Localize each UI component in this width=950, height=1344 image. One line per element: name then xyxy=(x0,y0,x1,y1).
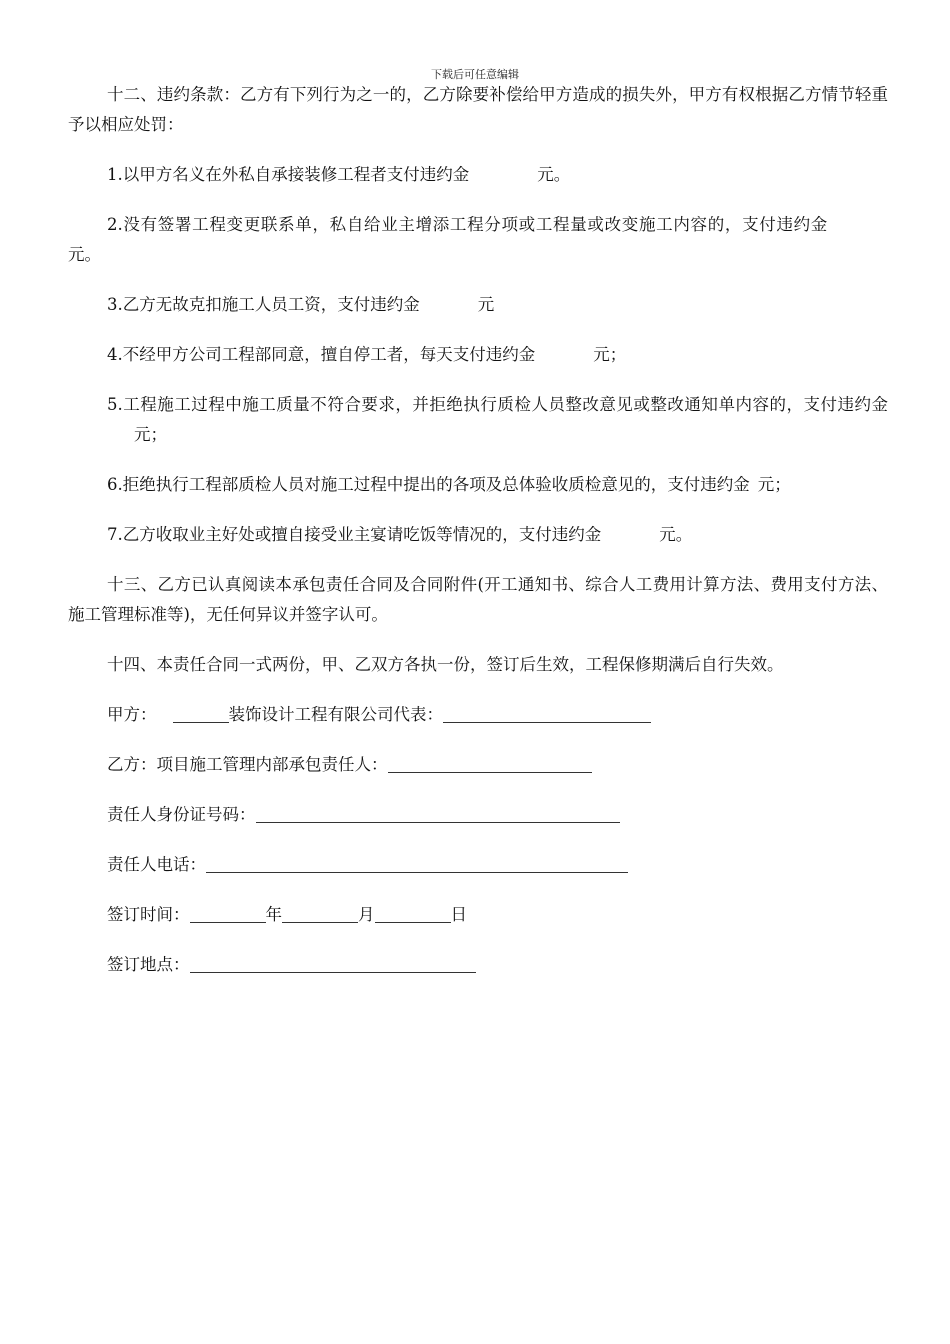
penalty-item-7: 7.乙方收取业主好处或擅自接受业主宴请吃饭等情况的，支付违约金 元。 xyxy=(107,525,693,544)
party-b-responsible-blank xyxy=(388,754,592,773)
clause-14: 十四、本责任合同一式两份，甲、乙双方各执一份，签订后生效，工程保修期满后自行失效。 xyxy=(107,655,784,674)
party-a-signature-line: 甲方： 装饰设计工程有限公司代表： xyxy=(68,700,888,730)
id-number-line: 责任人身份证号码： xyxy=(68,800,888,830)
signing-date-line: 签订时间： 年 月 日 xyxy=(107,905,467,924)
penalty-item-5: 5.工程施工过程中施工质量不符合要求，并拒绝执行质检人员整改意见或整改通知单内容的，支付违约金元； xyxy=(107,395,888,444)
penalty-item-6: 6.拒绝执行工程部质检人员对施工过程中提出的各项及总体验收质检意见的，支付违约金 元； xyxy=(107,475,791,494)
id-number-blank xyxy=(256,804,620,823)
clause-12-intro: 十二、违约条款：乙方有下列行为之一的，乙方除要补偿给甲方造成的损失外，甲方有权根据乙方情节轻重予以相应处罚： xyxy=(68,85,888,134)
page-header-note: 下载后可任意编辑 xyxy=(431,68,519,81)
place-blank xyxy=(190,954,476,973)
penalty-item-1: 1.以甲方名义在外私自承接装修工程者支付违约金 元。 xyxy=(107,165,571,184)
clause-13: 十三、乙方已认真阅读本承包责任合同及合同附件(开工通知书、综合人工费用计算方法、费用支付方法、施工管理标准等)，无任何异议并签字认可。 xyxy=(68,575,888,624)
party-a-rep-blank xyxy=(443,704,651,723)
contract-body xyxy=(68,80,888,1000)
penalty-item-3: 3.乙方无故克扣施工人员工资，支付违约金 元 xyxy=(107,295,495,314)
day-blank xyxy=(375,904,451,923)
phone-blank xyxy=(206,854,628,873)
phone-line: 责任人电话： xyxy=(68,850,888,880)
month-blank xyxy=(282,904,358,923)
signing-place-line: 签订地点： xyxy=(68,950,888,980)
penalty-item-4: 4.不经甲方公司工程部同意，擅自停工者，每天支付违约金 元； xyxy=(107,345,627,364)
penalty-item-2: 2.没有签署工程变更联系单，私自给业主增添工程分项或工程量或改变施工内容的，支付违约金元。 xyxy=(68,215,828,264)
year-blank xyxy=(190,904,266,923)
party-b-signature-line: 乙方：项目施工管理内部承包责任人： xyxy=(68,750,888,780)
company-name-blank xyxy=(173,704,229,723)
